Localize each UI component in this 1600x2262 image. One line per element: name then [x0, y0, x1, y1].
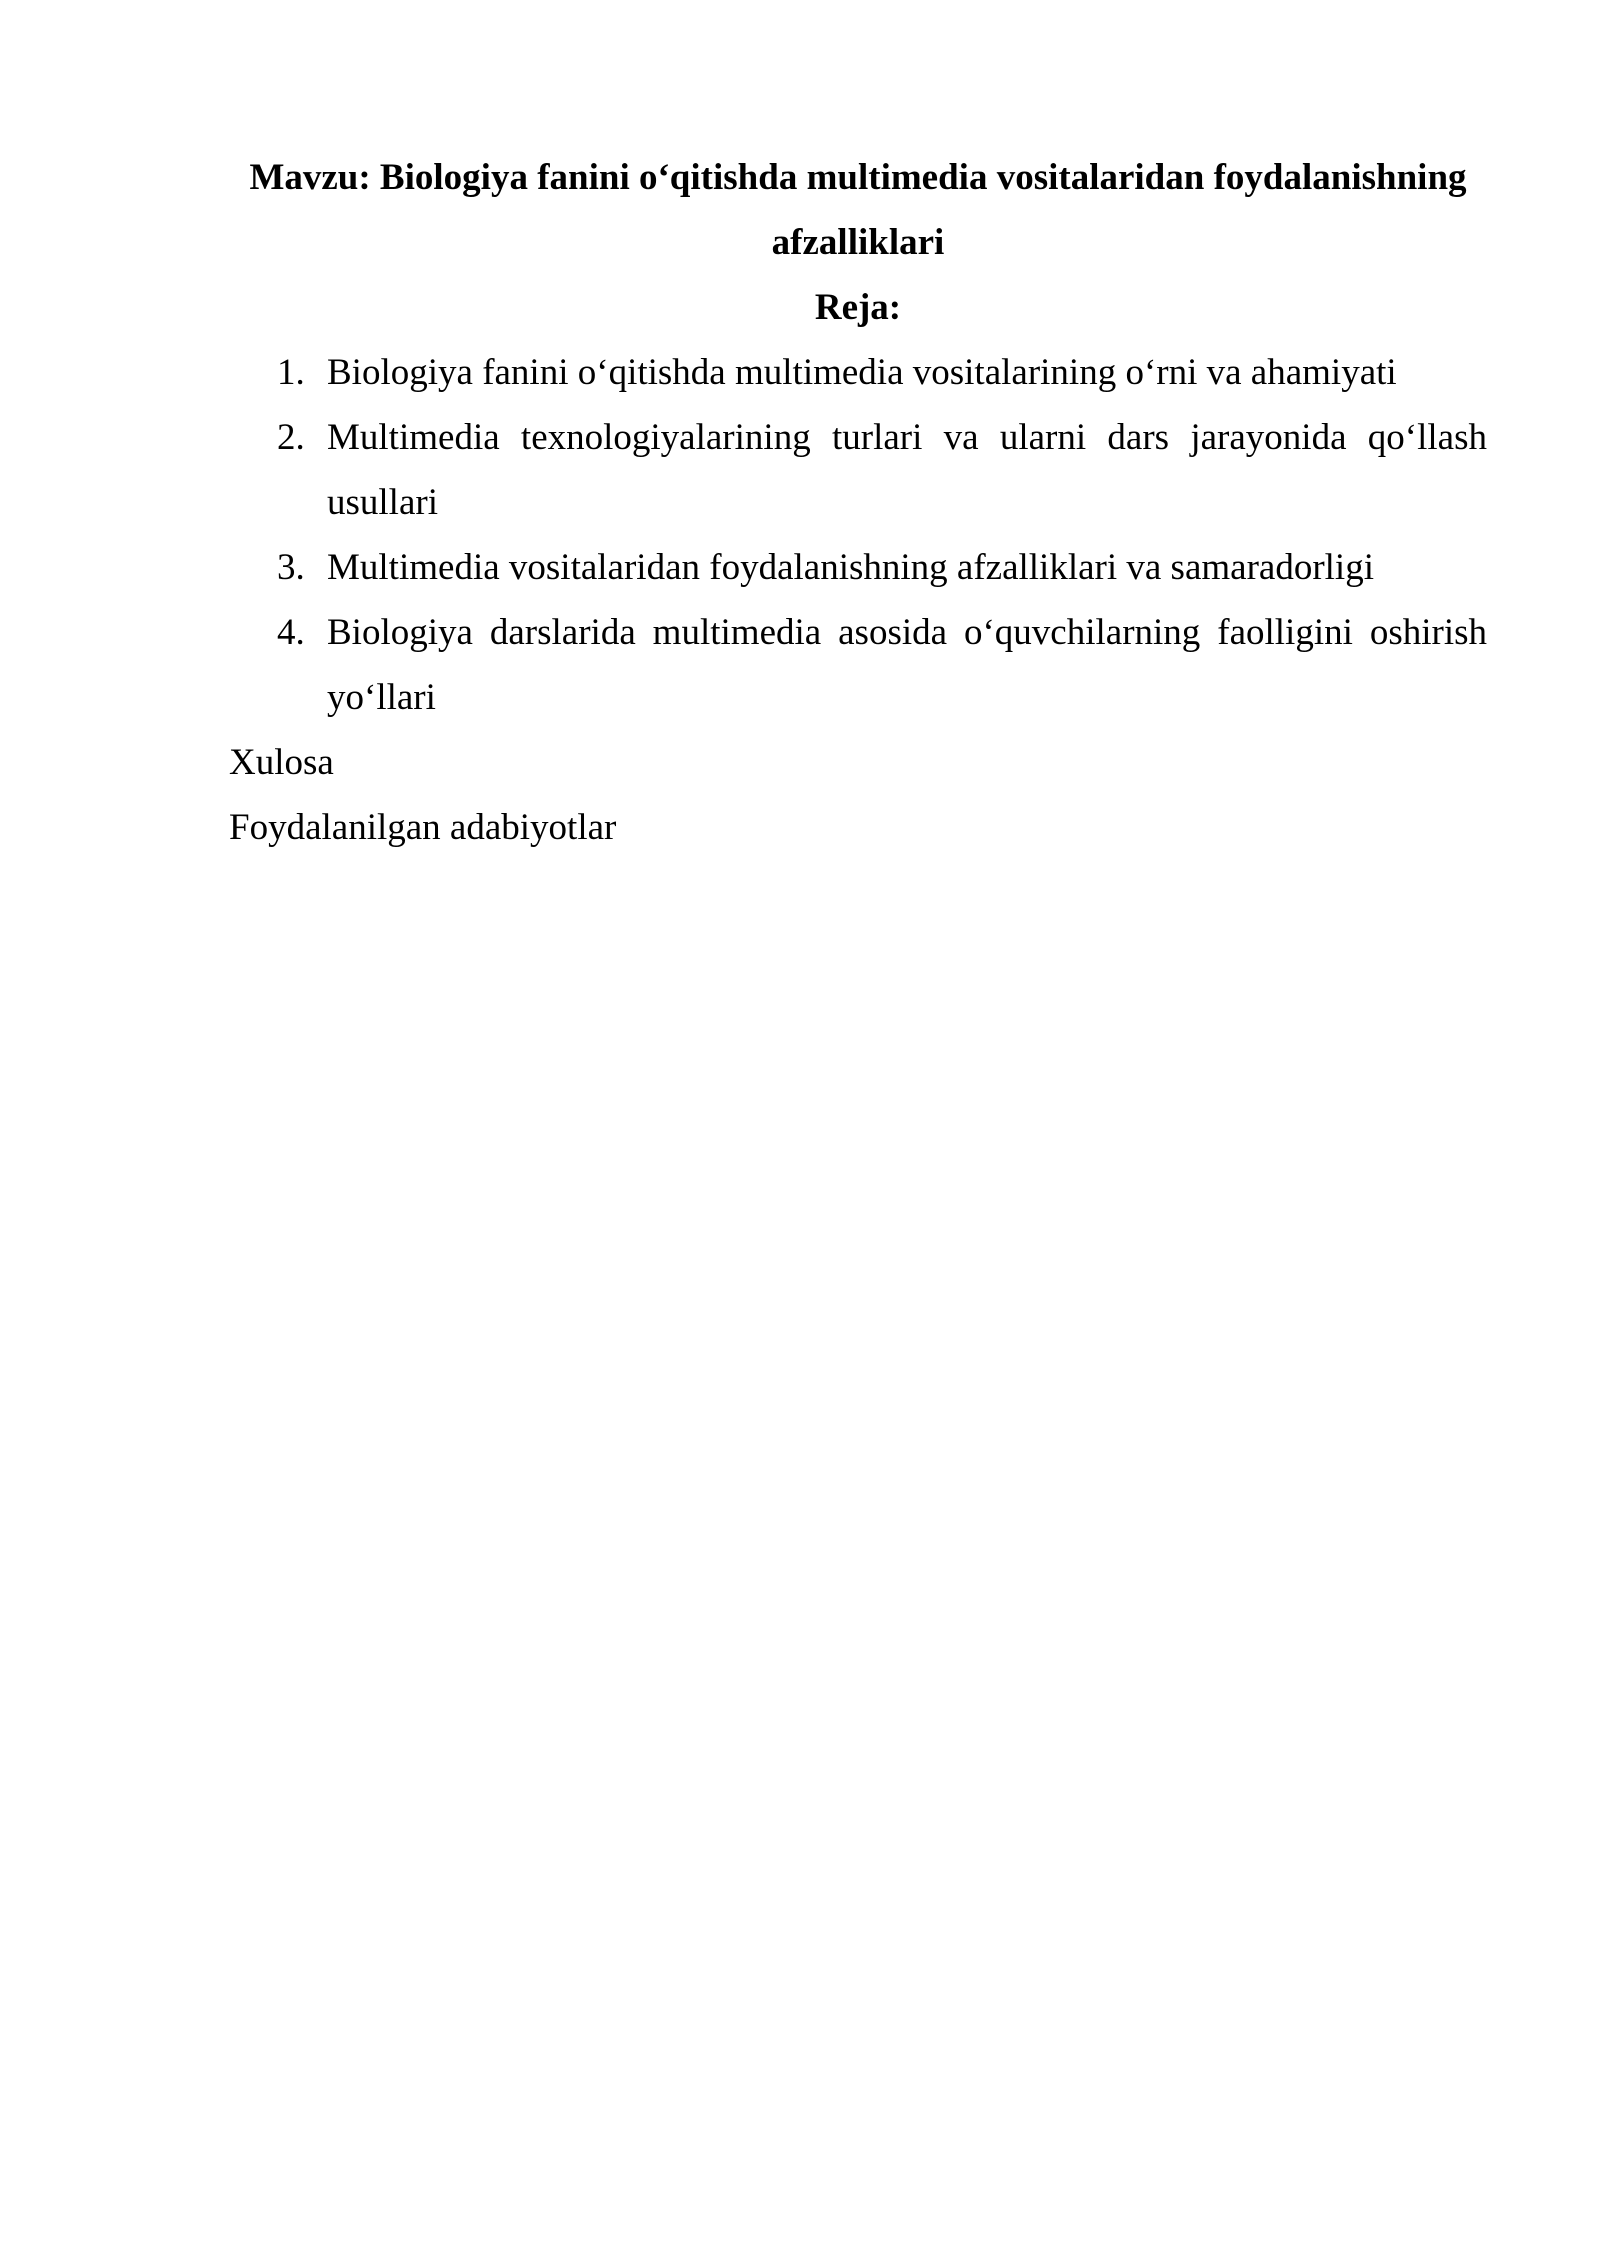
plan-item-number: 4.: [277, 612, 305, 653]
plan-item-number: 2.: [277, 417, 305, 458]
plan-item-text: Multimedia texnologiyalarining turlari va ularni dars jarayonida qo‘llash usullari: [327, 417, 1487, 523]
plan-heading: Reja:: [814, 287, 902, 328]
plan-item-number: 1.: [277, 352, 305, 393]
plan-item: [229, 535, 1487, 600]
plan-item-number: 3.: [277, 547, 305, 588]
plan-item: [229, 600, 1487, 730]
plan-item-text: Biologiya fanini o‘qitishda multimedia vositalarining o‘rni va ahamiyati: [327, 352, 1397, 393]
plan-item: [229, 340, 1487, 405]
plan-item: [229, 405, 1487, 535]
document-body: [229, 145, 1487, 860]
references-line: Foydalanilgan adabiyotlar: [229, 807, 617, 848]
plan-list: [229, 340, 1487, 730]
document-title: Mavzu: Biologiya fanini o‘qitishda multimedia vositalaridan foydalanishning afzalliklari: [249, 157, 1467, 263]
plan-item-text: Biologiya darslarida multimedia asosida o‘quvchilarning faolligini oshirish yo‘llari: [327, 612, 1487, 718]
plan-item-text: Multimedia vositalaridan foydalanishning afzalliklari va samaradorligi: [327, 547, 1374, 588]
conclusion-line: Xulosa: [229, 742, 334, 783]
